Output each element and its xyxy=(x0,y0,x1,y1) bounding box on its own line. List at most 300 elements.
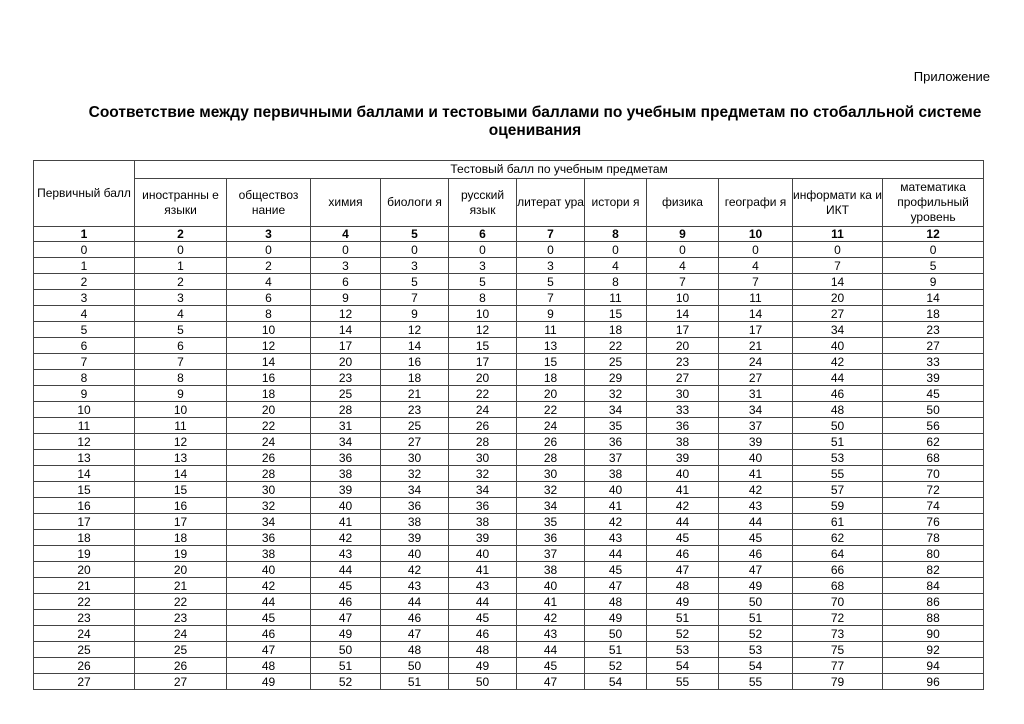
test-score-cell: 24 xyxy=(719,354,793,370)
test-score-cell: 79 xyxy=(793,674,883,690)
test-score-cell: 44 xyxy=(381,594,449,610)
test-score-cell: 26 xyxy=(449,418,517,434)
column-number: 8 xyxy=(585,227,647,242)
test-score-cell: 38 xyxy=(517,562,585,578)
table-row xyxy=(34,498,984,514)
test-score-cell: 0 xyxy=(793,242,883,258)
test-score-cell: 20 xyxy=(227,402,311,418)
test-score-cell: 7 xyxy=(793,258,883,274)
test-score-cell: 22 xyxy=(449,386,517,402)
test-score-cell: 40 xyxy=(311,498,381,514)
test-score-cell: 39 xyxy=(647,450,719,466)
test-score-cell: 46 xyxy=(793,386,883,402)
test-score-cell: 70 xyxy=(793,594,883,610)
test-score-cell: 14 xyxy=(647,306,719,322)
test-score-cell: 27 xyxy=(793,306,883,322)
test-score-cell: 22 xyxy=(135,594,227,610)
test-score-cell: 10 xyxy=(647,290,719,306)
test-score-cell: 24 xyxy=(135,626,227,642)
test-score-cell: 14 xyxy=(135,466,227,482)
test-score-cell: 1 xyxy=(135,258,227,274)
table-row xyxy=(34,402,984,418)
test-score-cell: 59 xyxy=(793,498,883,514)
column-number: 7 xyxy=(517,227,585,242)
test-score-cell: 30 xyxy=(381,450,449,466)
test-score-cell: 0 xyxy=(135,242,227,258)
test-score-cell: 9 xyxy=(311,290,381,306)
test-score-cell: 72 xyxy=(883,482,984,498)
primary-score-cell: 3 xyxy=(34,290,135,306)
primary-score-cell: 16 xyxy=(34,498,135,514)
test-score-cell: 32 xyxy=(381,466,449,482)
test-score-cell: 15 xyxy=(135,482,227,498)
test-score-cell: 4 xyxy=(135,306,227,322)
test-score-cell: 13 xyxy=(135,450,227,466)
test-score-cell: 23 xyxy=(381,402,449,418)
test-score-cell: 24 xyxy=(449,402,517,418)
test-score-cell: 3 xyxy=(311,258,381,274)
test-score-cell: 11 xyxy=(517,322,585,338)
test-score-cell: 0 xyxy=(381,242,449,258)
test-score-cell: 46 xyxy=(381,610,449,626)
test-score-cell: 43 xyxy=(449,578,517,594)
primary-score-cell: 13 xyxy=(34,450,135,466)
test-score-cell: 90 xyxy=(883,626,984,642)
test-score-cell: 41 xyxy=(517,594,585,610)
primary-score-cell: 21 xyxy=(34,578,135,594)
test-score-cell: 48 xyxy=(793,402,883,418)
test-score-cell: 15 xyxy=(585,306,647,322)
test-score-cell: 7 xyxy=(719,274,793,290)
test-score-cell: 48 xyxy=(647,578,719,594)
test-score-cell: 11 xyxy=(585,290,647,306)
test-score-cell: 45 xyxy=(585,562,647,578)
test-score-cell: 50 xyxy=(311,642,381,658)
test-score-cell: 56 xyxy=(883,418,984,434)
table-row xyxy=(34,642,984,658)
test-score-cell: 38 xyxy=(647,434,719,450)
column-number: 6 xyxy=(449,227,517,242)
test-score-cell: 20 xyxy=(135,562,227,578)
test-score-cell: 19 xyxy=(135,546,227,562)
table-row xyxy=(34,530,984,546)
test-score-cell: 7 xyxy=(135,354,227,370)
test-score-cell: 77 xyxy=(793,658,883,674)
test-score-cell: 16 xyxy=(227,370,311,386)
primary-score-cell: 1 xyxy=(34,258,135,274)
test-score-cell: 55 xyxy=(793,466,883,482)
test-score-cell: 30 xyxy=(647,386,719,402)
test-score-cell: 68 xyxy=(883,450,984,466)
table-row xyxy=(34,610,984,626)
test-score-cell: 45 xyxy=(719,530,793,546)
test-score-cell: 44 xyxy=(311,562,381,578)
test-score-cell: 11 xyxy=(135,418,227,434)
test-score-cell: 51 xyxy=(381,674,449,690)
test-score-cell: 75 xyxy=(793,642,883,658)
table-row xyxy=(34,562,984,578)
test-score-cell: 9 xyxy=(883,274,984,290)
test-score-cell: 16 xyxy=(381,354,449,370)
test-score-cell: 39 xyxy=(449,530,517,546)
primary-score-cell: 17 xyxy=(34,514,135,530)
test-score-cell: 42 xyxy=(311,530,381,546)
test-score-cell: 50 xyxy=(585,626,647,642)
column-number: 1 xyxy=(34,227,135,242)
test-score-cell: 55 xyxy=(647,674,719,690)
test-score-cell: 12 xyxy=(311,306,381,322)
test-score-cell: 73 xyxy=(793,626,883,642)
test-score-cell: 41 xyxy=(647,482,719,498)
table-row xyxy=(34,482,984,498)
test-score-cell: 21 xyxy=(381,386,449,402)
test-score-cell: 41 xyxy=(585,498,647,514)
primary-score-cell: 9 xyxy=(34,386,135,402)
table-row xyxy=(34,514,984,530)
column-number: 3 xyxy=(227,227,311,242)
test-score-cell: 34 xyxy=(585,402,647,418)
test-score-cell: 20 xyxy=(793,290,883,306)
subject-header: литерат ура xyxy=(517,179,585,227)
test-score-cell: 9 xyxy=(381,306,449,322)
test-score-cell: 15 xyxy=(449,338,517,354)
subject-header: истори я xyxy=(585,179,647,227)
test-score-cell: 45 xyxy=(449,610,517,626)
test-score-cell: 32 xyxy=(585,386,647,402)
test-score-cell: 32 xyxy=(227,498,311,514)
column-number: 2 xyxy=(135,227,227,242)
test-score-cell: 46 xyxy=(311,594,381,610)
primary-score-cell: 20 xyxy=(34,562,135,578)
test-score-cell: 0 xyxy=(227,242,311,258)
test-score-cell: 45 xyxy=(883,386,984,402)
test-score-cell: 0 xyxy=(719,242,793,258)
primary-score-cell: 23 xyxy=(34,610,135,626)
test-score-cell: 54 xyxy=(647,658,719,674)
test-score-cell: 92 xyxy=(883,642,984,658)
test-score-cell: 38 xyxy=(227,546,311,562)
test-score-cell: 44 xyxy=(719,514,793,530)
test-score-cell: 66 xyxy=(793,562,883,578)
test-score-cell: 36 xyxy=(227,530,311,546)
table-row xyxy=(34,546,984,562)
test-score-cell: 34 xyxy=(517,498,585,514)
test-score-cell: 12 xyxy=(381,322,449,338)
test-score-cell: 54 xyxy=(585,674,647,690)
primary-score-cell: 18 xyxy=(34,530,135,546)
test-score-cell: 49 xyxy=(449,658,517,674)
test-score-cell: 44 xyxy=(647,514,719,530)
test-score-cell: 25 xyxy=(381,418,449,434)
test-score-cell: 48 xyxy=(585,594,647,610)
test-score-cell: 38 xyxy=(449,514,517,530)
test-score-cell: 8 xyxy=(449,290,517,306)
test-score-cell: 0 xyxy=(449,242,517,258)
table-row xyxy=(34,386,984,402)
test-score-cell: 18 xyxy=(227,386,311,402)
primary-score-cell: 8 xyxy=(34,370,135,386)
primary-score-cell: 22 xyxy=(34,594,135,610)
test-score-cell: 5 xyxy=(883,258,984,274)
test-score-cell: 33 xyxy=(647,402,719,418)
test-score-cell: 42 xyxy=(517,610,585,626)
test-score-cell: 43 xyxy=(517,626,585,642)
test-score-cell: 48 xyxy=(227,658,311,674)
primary-score-cell: 11 xyxy=(34,418,135,434)
test-score-cell: 30 xyxy=(517,466,585,482)
test-score-cell: 42 xyxy=(647,498,719,514)
test-score-cell: 27 xyxy=(719,370,793,386)
test-score-cell: 43 xyxy=(585,530,647,546)
test-score-cell: 17 xyxy=(647,322,719,338)
column-number: 4 xyxy=(311,227,381,242)
test-score-cell: 49 xyxy=(227,674,311,690)
test-score-cell: 82 xyxy=(883,562,984,578)
test-score-cell: 42 xyxy=(227,578,311,594)
primary-score-cell: 5 xyxy=(34,322,135,338)
test-score-cell: 18 xyxy=(381,370,449,386)
test-score-cell: 52 xyxy=(311,674,381,690)
test-score-cell: 42 xyxy=(585,514,647,530)
test-score-cell: 14 xyxy=(719,306,793,322)
subject-header: иностранны е языки xyxy=(135,179,227,227)
table-row xyxy=(34,338,984,354)
test-score-cell: 4 xyxy=(227,274,311,290)
test-score-cell: 7 xyxy=(647,274,719,290)
test-score-cell: 8 xyxy=(227,306,311,322)
test-score-cell: 40 xyxy=(449,546,517,562)
test-score-cell: 46 xyxy=(647,546,719,562)
test-score-cell: 38 xyxy=(381,514,449,530)
test-score-cell: 5 xyxy=(517,274,585,290)
test-score-cell: 0 xyxy=(517,242,585,258)
test-score-cell: 51 xyxy=(793,434,883,450)
subject-header: информати ка и ИКТ xyxy=(793,179,883,227)
column-number: 5 xyxy=(381,227,449,242)
subject-header: обществоз нание xyxy=(227,179,311,227)
table-row xyxy=(34,242,984,258)
test-score-cell: 43 xyxy=(311,546,381,562)
test-score-cell: 21 xyxy=(135,578,227,594)
test-score-cell: 20 xyxy=(517,386,585,402)
test-score-cell: 25 xyxy=(585,354,647,370)
test-score-cell: 50 xyxy=(793,418,883,434)
test-score-cell: 12 xyxy=(449,322,517,338)
test-score-cell: 23 xyxy=(311,370,381,386)
table-row xyxy=(34,466,984,482)
test-score-cell: 88 xyxy=(883,610,984,626)
test-score-cell: 25 xyxy=(135,642,227,658)
primary-score-cell: 0 xyxy=(34,242,135,258)
test-score-cell: 47 xyxy=(585,578,647,594)
test-score-cell: 7 xyxy=(517,290,585,306)
test-score-cell: 34 xyxy=(227,514,311,530)
subject-header: русский язык xyxy=(449,179,517,227)
test-score-cell: 48 xyxy=(449,642,517,658)
test-score-cell: 64 xyxy=(793,546,883,562)
test-score-cell: 36 xyxy=(517,530,585,546)
test-score-cell: 5 xyxy=(449,274,517,290)
test-score-cell: 3 xyxy=(517,258,585,274)
test-score-cell: 9 xyxy=(517,306,585,322)
subject-header: химия xyxy=(311,179,381,227)
test-score-cell: 7 xyxy=(381,290,449,306)
test-score-cell: 2 xyxy=(227,258,311,274)
test-score-cell: 35 xyxy=(517,514,585,530)
test-score-cell: 86 xyxy=(883,594,984,610)
test-score-cell: 3 xyxy=(449,258,517,274)
test-score-cell: 24 xyxy=(227,434,311,450)
subject-header: биологи я xyxy=(381,179,449,227)
test-score-cell: 49 xyxy=(311,626,381,642)
test-score-cell: 36 xyxy=(381,498,449,514)
test-score-cell: 17 xyxy=(719,322,793,338)
test-score-cell: 16 xyxy=(135,498,227,514)
test-score-cell: 17 xyxy=(311,338,381,354)
test-score-cell: 43 xyxy=(719,498,793,514)
test-score-cell: 4 xyxy=(585,258,647,274)
test-score-cell: 80 xyxy=(883,546,984,562)
test-score-cell: 14 xyxy=(311,322,381,338)
test-score-cell: 0 xyxy=(647,242,719,258)
test-score-cell: 78 xyxy=(883,530,984,546)
test-score-cell: 34 xyxy=(449,482,517,498)
table-row xyxy=(34,274,984,290)
test-score-cell: 61 xyxy=(793,514,883,530)
test-score-cell: 14 xyxy=(793,274,883,290)
test-score-cell: 32 xyxy=(449,466,517,482)
test-score-cell: 57 xyxy=(793,482,883,498)
test-score-cell: 31 xyxy=(719,386,793,402)
test-score-cell: 51 xyxy=(647,610,719,626)
test-score-cell: 18 xyxy=(883,306,984,322)
test-score-cell: 84 xyxy=(883,578,984,594)
test-score-cell: 35 xyxy=(585,418,647,434)
test-score-cell: 45 xyxy=(227,610,311,626)
primary-score-cell: 14 xyxy=(34,466,135,482)
test-score-cell: 39 xyxy=(883,370,984,386)
subject-header: географи я xyxy=(719,179,793,227)
test-score-cell: 17 xyxy=(135,514,227,530)
test-score-cell: 51 xyxy=(719,610,793,626)
table-row xyxy=(34,658,984,674)
test-score-cell: 13 xyxy=(517,338,585,354)
test-score-cell: 3 xyxy=(381,258,449,274)
test-score-cell: 27 xyxy=(647,370,719,386)
test-score-cell: 22 xyxy=(585,338,647,354)
test-score-cell: 37 xyxy=(585,450,647,466)
test-score-cell: 34 xyxy=(793,322,883,338)
test-score-cell: 70 xyxy=(883,466,984,482)
test-score-cell: 33 xyxy=(883,354,984,370)
test-score-cell: 20 xyxy=(311,354,381,370)
primary-score-cell: 7 xyxy=(34,354,135,370)
column-number: 9 xyxy=(647,227,719,242)
test-score-cell: 14 xyxy=(227,354,311,370)
test-score-cell: 6 xyxy=(311,274,381,290)
test-score-cell: 17 xyxy=(449,354,517,370)
primary-score-cell: 12 xyxy=(34,434,135,450)
test-score-cell: 45 xyxy=(517,658,585,674)
test-score-cell: 3 xyxy=(135,290,227,306)
test-score-cell: 47 xyxy=(311,610,381,626)
test-score-cell: 36 xyxy=(311,450,381,466)
test-score-cell: 52 xyxy=(719,626,793,642)
subject-header: математика профильный уровень xyxy=(883,179,984,227)
test-score-cell: 41 xyxy=(449,562,517,578)
column-number: 11 xyxy=(793,227,883,242)
test-score-cell: 26 xyxy=(135,658,227,674)
test-score-cell: 37 xyxy=(517,546,585,562)
test-score-cell: 31 xyxy=(311,418,381,434)
column-number: 10 xyxy=(719,227,793,242)
test-score-cell: 49 xyxy=(585,610,647,626)
test-score-cell: 10 xyxy=(227,322,311,338)
test-score-cell: 41 xyxy=(719,466,793,482)
test-score-cell: 96 xyxy=(883,674,984,690)
test-score-cell: 11 xyxy=(719,290,793,306)
test-score-cell: 26 xyxy=(227,450,311,466)
test-score-cell: 34 xyxy=(381,482,449,498)
table-row xyxy=(34,434,984,450)
test-score-cell: 50 xyxy=(381,658,449,674)
test-score-cell: 55 xyxy=(719,674,793,690)
test-score-cell: 44 xyxy=(793,370,883,386)
test-score-cell: 28 xyxy=(517,450,585,466)
test-score-cell: 8 xyxy=(135,370,227,386)
test-score-cell: 42 xyxy=(793,354,883,370)
test-score-cell: 8 xyxy=(585,274,647,290)
test-score-cell: 42 xyxy=(381,562,449,578)
test-score-cell: 44 xyxy=(227,594,311,610)
test-score-cell: 25 xyxy=(311,386,381,402)
primary-score-cell: 27 xyxy=(34,674,135,690)
test-score-cell: 0 xyxy=(311,242,381,258)
test-score-cell: 23 xyxy=(135,610,227,626)
test-score-cell: 48 xyxy=(381,642,449,658)
test-score-cell: 37 xyxy=(719,418,793,434)
test-score-cell: 29 xyxy=(585,370,647,386)
test-score-cell: 40 xyxy=(381,546,449,562)
test-score-cell: 14 xyxy=(381,338,449,354)
test-score-cell: 47 xyxy=(227,642,311,658)
primary-score-cell: 2 xyxy=(34,274,135,290)
primary-score-cell: 6 xyxy=(34,338,135,354)
test-score-cell: 22 xyxy=(517,402,585,418)
document-title: Соответствие между первичными баллами и тестовыми баллами по учебным предметам по стобалльной системе оценивания xyxy=(88,104,982,139)
test-score-cell: 30 xyxy=(227,482,311,498)
test-score-cell: 38 xyxy=(585,466,647,482)
test-score-cell: 39 xyxy=(719,434,793,450)
test-score-cell: 94 xyxy=(883,658,984,674)
test-score-cell: 39 xyxy=(311,482,381,498)
test-score-cell: 34 xyxy=(311,434,381,450)
test-score-cell: 36 xyxy=(449,498,517,514)
primary-score-header: Первичный балл xyxy=(34,161,135,227)
test-score-cell: 51 xyxy=(585,642,647,658)
test-score-cell: 14 xyxy=(883,290,984,306)
test-score-cell: 26 xyxy=(517,434,585,450)
table-row xyxy=(34,418,984,434)
test-score-cell: 2 xyxy=(135,274,227,290)
primary-score-cell: 25 xyxy=(34,642,135,658)
test-score-cell: 18 xyxy=(517,370,585,386)
test-score-cell: 54 xyxy=(719,658,793,674)
test-score-cell: 18 xyxy=(585,322,647,338)
test-score-cell: 45 xyxy=(647,530,719,546)
table-row xyxy=(34,674,984,690)
test-score-cell: 24 xyxy=(517,418,585,434)
